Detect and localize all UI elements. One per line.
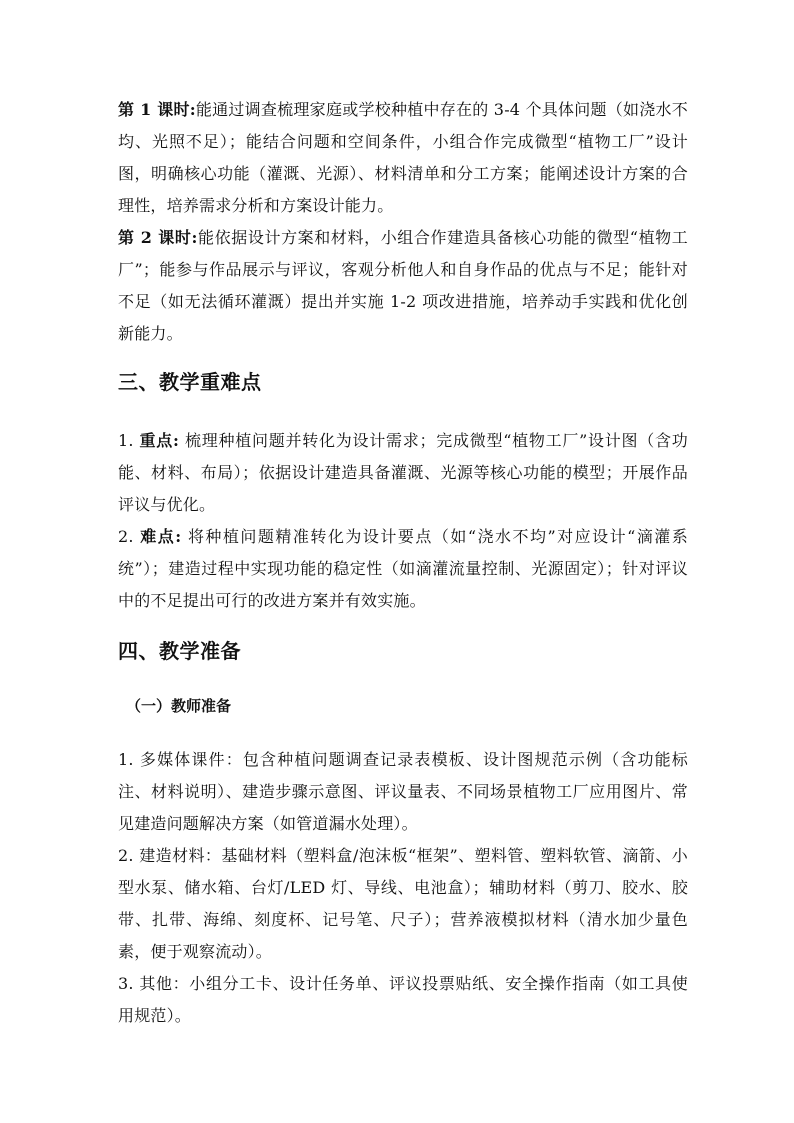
prep-item-multimedia: 1. 多媒体课件：包含种植问题调查记录表模板、设计图规范示例（含功能标注、材料说明）、建造步骤示意图、评议量表、不同场景植物工厂应用图片、常见建造问题解决方案（如管道漏水处理）。	[118, 750, 688, 833]
objective-lesson-1-label: 第 1 课时:	[118, 100, 196, 119]
objective-lesson-1-text: 能通过调查梳理家庭或学校种植中存在的 3-4 个具体问题（如浇水不均、光照不足）；能结合问题和空间条件，小组合作完成微型“植物工厂”设计图，明确核心功能（灌溉、光源）、材料清单和分工方案；能阐述设计方案的合理性，培养需求分析和方案设计能力。	[118, 100, 688, 215]
objective-lesson-1	[118, 94, 688, 222]
prep-item-materials: 2. 建造材料：基础材料（塑料盒/泡沫板“框架”、塑料管、塑料软管、滴箭、小型水泵、储水箱、台灯/LED 灯、导线、电池盒）；辅助材料（剪刀、胶水、胶带、扎带、海绵、刻度杯、记号笔、尺子）；营养液模拟材料（清水加少量色素，便于观察流动）。	[118, 846, 688, 961]
key-point-text: 梳理种植问题并转化为设计需求；完成微型“植物工厂”设计图（含功能、材料、布局）；依据设计建造具备灌溉、光源等核心功能的模型；开展作品评议与优化。	[118, 431, 688, 514]
prep-item-other: 3. 其他：小组分工卡、设计任务单、评议投票贴纸、安全操作指南（如工具使用规范）。	[118, 974, 688, 1025]
objective-lesson-2-label: 第 2 课时:	[118, 228, 198, 247]
difficult-point-item	[118, 521, 688, 617]
objective-lesson-2-text: 能依据设计方案和材料，小组合作建造具备核心功能的微型“植物工厂”；能参与作品展示与评议，客观分析他人和自身作品的优点与不足；能针对不足（如无法循环灌溉）提出并实施 1-2 项改进措施，培养动手实践和优化创新能力。	[118, 228, 688, 343]
difficult-point-number: 2.	[118, 527, 141, 546]
difficult-point-label: 难点:	[140, 527, 182, 546]
difficult-point-text: 将种植问题精准转化为设计要点（如“浇水不均”对应设计“滴灌系统”）；建造过程中实现功能的稳定性（如滴灌流量控制、光源固定）；针对评议中的不足提出可行的改进方案并有效实施。	[118, 527, 689, 610]
teacher-prep-subheading: （一）教师准备	[126, 697, 232, 715]
key-point-label: 重点:	[139, 431, 180, 450]
key-point-number: 1.	[118, 431, 140, 450]
section-3-heading: 三、教学重难点	[118, 370, 262, 394]
key-point-item	[118, 425, 688, 521]
section-4-heading: 四、教学准备	[118, 639, 241, 663]
objective-lesson-2	[118, 222, 688, 350]
